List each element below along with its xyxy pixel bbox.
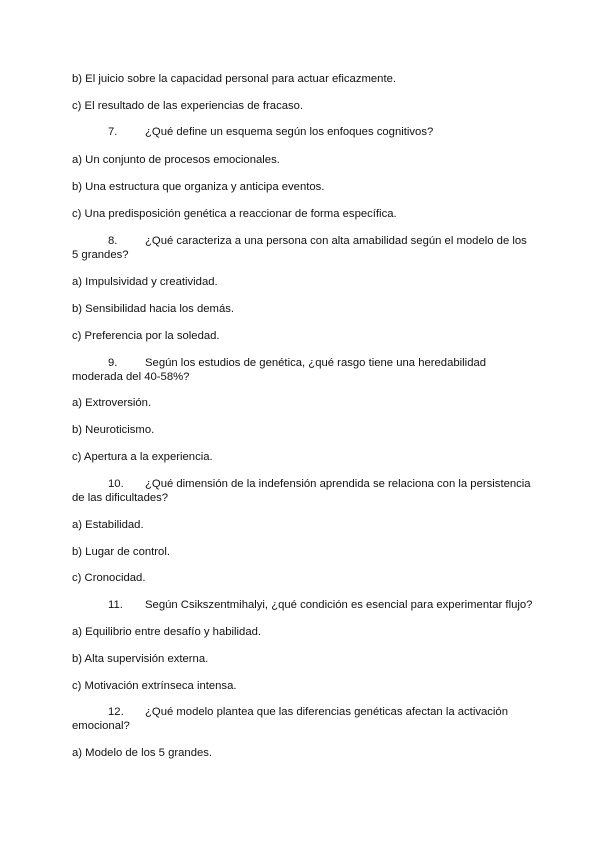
option-10-a: a) Estabilidad. <box>72 519 144 531</box>
option-10-c: c) Cronocidad. <box>72 572 146 584</box>
option-10-b: b) Lugar de control. <box>72 546 170 558</box>
option-11-a: a) Equilibrio entre desafío y habilidad. <box>72 626 262 638</box>
question-10-text: ¿Qué dimensión de la indefensión aprendida se relaciona con la persistencia <box>145 478 531 490</box>
question-11-text: Según Csikszentmihalyi, ¿qué condición es esencial para experimentar flujo? <box>145 599 533 611</box>
option-8-c: c) Preferencia por la soledad. <box>72 330 220 342</box>
question-7-text: ¿Qué define un esquema según los enfoques cognitivos? <box>145 126 434 138</box>
option-9-a: a) Extroversión. <box>72 397 152 409</box>
question-12-text-cont: emocional? <box>72 720 130 732</box>
option-7-b: b) Una estructura que organiza y anticipa eventos. <box>72 181 325 193</box>
question-10-text-cont: de las dificultades? <box>72 492 169 504</box>
question-9-number: 9. <box>108 357 118 369</box>
question-9-text-cont: moderada del 40-58%? <box>72 371 190 383</box>
question-12-text: ¿Qué modelo plantea que las diferencias genéticas afectan la activación <box>145 706 508 718</box>
question-9-text: Según los estudios de genética, ¿qué rasgo tiene una heredabilidad <box>145 357 487 369</box>
question-8-number: 8. <box>108 235 118 247</box>
question-10-number: 10. <box>108 478 124 490</box>
option-6-b: b) El juicio sobre la capacidad personal para actuar eficazmente. <box>72 73 397 85</box>
option-7-a: a) Un conjunto de procesos emocionales. <box>72 154 280 166</box>
option-12-a: a) Modelo de los 5 grandes. <box>72 747 213 759</box>
question-12-number: 12. <box>108 706 124 718</box>
question-8-text-cont: 5 grandes? <box>72 249 129 261</box>
question-7-number: 7. <box>108 126 118 138</box>
option-9-c: c) Apertura a la experiencia. <box>72 451 213 463</box>
option-11-b: b) Alta supervisión externa. <box>72 653 209 665</box>
question-8-text: ¿Qué caracteriza a una persona con alta amabilidad según el modelo de los <box>145 235 527 247</box>
option-11-c: c) Motivación extrínseca intensa. <box>72 680 237 692</box>
option-6-c: c) El resultado de las experiencias de fracaso. <box>72 100 304 112</box>
option-7-c: c) Una predisposición genética a reaccionar de forma específica. <box>72 208 397 220</box>
option-9-b: b) Neuroticismo. <box>72 424 155 436</box>
question-11-number: 11. <box>108 599 123 611</box>
option-8-a: a) Impulsividad y creatividad. <box>72 276 218 288</box>
option-8-b: b) Sensibilidad hacia los demás. <box>72 303 235 315</box>
